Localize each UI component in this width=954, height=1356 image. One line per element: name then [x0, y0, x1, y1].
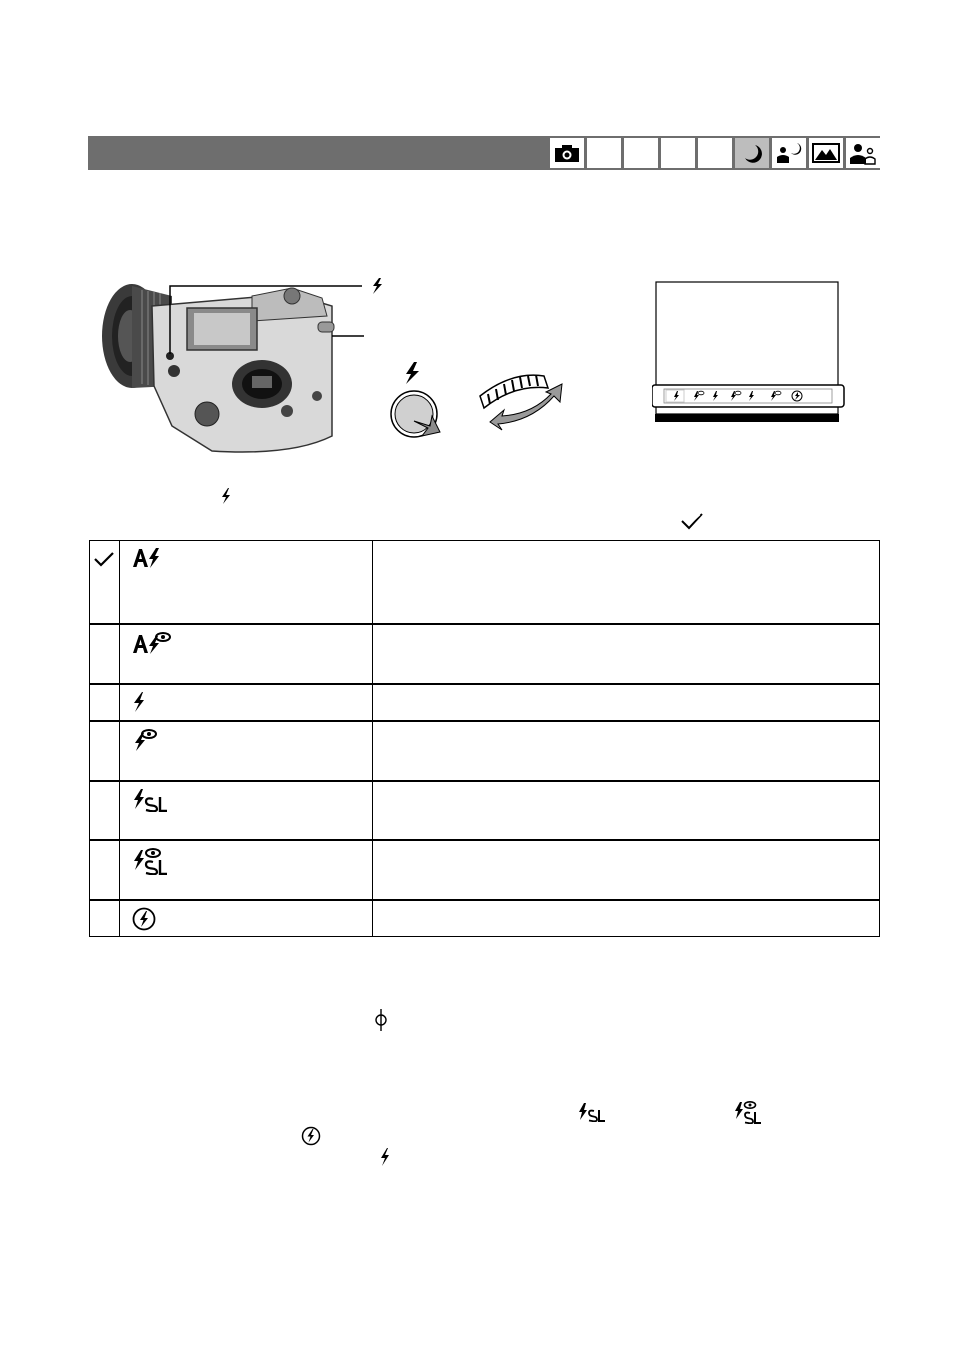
flash-auto-icon	[119, 541, 372, 624]
slow-synchro-redeye-inline-icon	[733, 1100, 763, 1124]
check-cell	[90, 900, 120, 937]
portrait-icon	[846, 138, 880, 168]
blank-mode-1	[587, 138, 621, 168]
check-cell	[90, 684, 120, 721]
flash-inline-icon	[220, 487, 232, 505]
checkmark-icon	[93, 551, 115, 567]
check-cell	[90, 840, 120, 900]
section-header-bar	[88, 136, 880, 170]
flash-forced-redeye-icon	[119, 721, 372, 781]
table-row	[90, 900, 880, 937]
check-cell	[90, 781, 120, 840]
description-cell	[372, 721, 879, 781]
flash-inline-icon-2	[379, 1147, 391, 1167]
flash-forced-icon	[119, 684, 372, 721]
blank-mode-4	[698, 138, 732, 168]
slow-synchro-redeye-icon	[119, 840, 372, 900]
default-check-cell	[90, 541, 120, 624]
camera-illustration	[92, 276, 572, 466]
table-row	[90, 541, 880, 624]
table-row	[90, 684, 880, 721]
check-cell	[90, 624, 120, 684]
twilight-portrait-icon	[772, 138, 806, 168]
twilight-moon-icon	[735, 138, 769, 168]
blank-mode-2	[624, 138, 658, 168]
camera-icon	[550, 138, 584, 168]
slow-synchro-icon	[119, 781, 372, 840]
flash-off-icon	[119, 900, 372, 937]
flash-auto-redeye-icon	[119, 624, 372, 684]
mode-icon-strip	[547, 136, 880, 170]
table-row	[90, 840, 880, 900]
default-checkmark-icon	[680, 512, 704, 530]
table-row	[90, 781, 880, 840]
description-cell	[372, 900, 879, 937]
flash-mode-table	[89, 540, 880, 937]
description-cell	[372, 684, 879, 721]
table-row	[90, 721, 880, 781]
phi-symbol-icon	[374, 1008, 388, 1032]
description-cell	[372, 840, 879, 900]
description-cell	[372, 781, 879, 840]
table-row	[90, 624, 880, 684]
description-cell	[372, 624, 879, 684]
check-cell	[90, 721, 120, 781]
landscape-icon	[809, 138, 843, 168]
flash-off-inline-icon	[301, 1126, 321, 1146]
lcd-screen-illustration	[652, 281, 846, 423]
slow-synchro-inline-icon	[577, 1102, 607, 1122]
description-cell	[372, 541, 879, 624]
blank-mode-3	[661, 138, 695, 168]
